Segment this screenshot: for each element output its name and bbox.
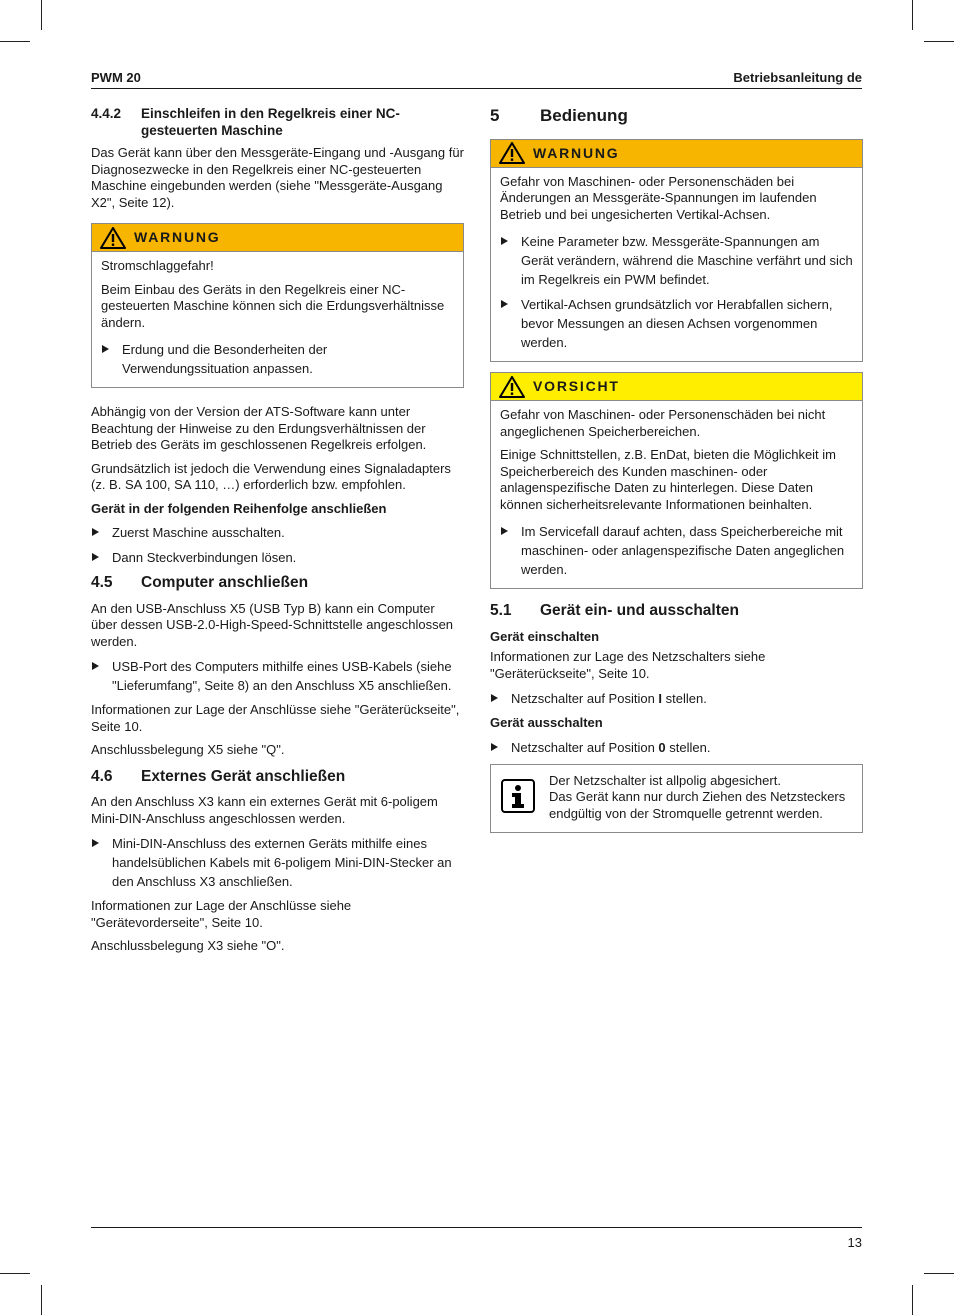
bullet-arrow-icon — [92, 662, 99, 670]
warning-text: Gefahr von Maschinen- oder Personenschäden bei Änderungen an Messgeräte-Spannungen im laufenden Betrieb und bei ungesicherten Vertikal-Achsen. — [500, 173, 817, 222]
procedure-heading: Gerät einschalten — [490, 628, 600, 644]
paragraph: Grundsätzlich ist jedoch die Verwendung eines Signaladapters (z. B. SA 100, SA 110, …) erforderlich bzw. empfohlen. — [91, 460, 451, 492]
list-item: Im Servicefall darauf achten, dass Speicherbereiche mit maschinen- oder anlagenspezifische Daten angeglichen werden. — [500, 522, 853, 579]
warning-box — [91, 223, 464, 388]
list-item: Erdung und die Besonderheiten der Verwendungssituation anpassen. — [101, 340, 454, 378]
list-item: Vertikal-Achsen grundsätzlich vor Herabfallen sichern, bevor Messungen an diesen Achsen vorgenommen werden. — [500, 295, 853, 352]
right-column — [490, 106, 863, 833]
info-box — [490, 764, 863, 834]
switch-position: 0 — [658, 739, 666, 755]
paragraph: Informationen zur Lage des Netzschalters siehe "Geräterückseite", Seite 10. — [490, 649, 766, 681]
list-item: Mini-DIN-Anschluss des externen Geräts mithilfe eines handelsüblichen Kabels mit 6-poligem Mini-DIN-Stecker an den Anschluss X3 anschließen. — [91, 834, 464, 891]
procedure-heading: Gerät in der folgenden Reihenfolge anschließen — [91, 500, 387, 516]
switch-position: I — [658, 691, 663, 706]
warning-label: WARNUNG — [533, 144, 620, 161]
caution-label: VORSICHT — [533, 378, 620, 395]
footer-rule — [91, 1227, 862, 1228]
document-title: Betriebsanleitung de — [733, 70, 862, 85]
info-text: Der Netzschalter ist allpolig abgesichert. — [549, 772, 781, 788]
crop-mark — [912, 1285, 913, 1315]
bullet-arrow-icon — [491, 694, 498, 702]
section-heading-4-6: 4.6 Externes Gerät anschließen — [91, 767, 346, 785]
crop-mark — [924, 1273, 954, 1274]
list-item: USB-Port des Computers mithilfe eines USB-Kabels (siehe "Lieferumfang", Seite 8) an den Anschluss X5 anschließen. — [91, 657, 464, 695]
warning-label: WARNUNG — [134, 229, 221, 246]
paragraph: Abhängig von der Version der ATS-Software kann unter Beachtung der Hinweise zu den Erdungsverhältnissen der Betrieb des Geräts im geschlossenen Regelkreis erfolgen. — [91, 404, 427, 452]
warning-box — [490, 139, 863, 363]
section-heading-5-1: 5.1 Gerät ein- und ausschalten — [490, 602, 739, 619]
page-number: 13 — [847, 1235, 862, 1250]
info-text: Das Gerät kann nur durch Ziehen des Netzsteckers endgültig von der Stromquelle getrennt werden. — [549, 789, 846, 821]
list-item: Dann Steckverbindungen lösen. — [91, 548, 464, 567]
bullet-arrow-icon — [92, 553, 99, 561]
paragraph: Informationen zur Lage der Anschlüsse siehe "Gerätevorderseite", Seite 10. — [91, 898, 352, 930]
paragraph: Anschlussbelegung X5 siehe "Q". — [91, 742, 285, 757]
crop-mark — [41, 1285, 42, 1315]
product-name: PWM 20 — [91, 70, 141, 85]
crop-mark — [41, 0, 42, 30]
paragraph: Informationen zur Lage der Anschlüsse siehe "Geräterückseite", Seite 10. — [91, 702, 460, 734]
bullet-arrow-icon — [501, 237, 508, 245]
caution-text: Gefahr von Maschinen- oder Personenschäden bei nicht angeglichenen Speicherbereichen. — [500, 407, 826, 439]
bullet-arrow-icon — [491, 743, 498, 751]
crop-mark — [912, 0, 913, 30]
paragraph: An den Anschluss X3 kann ein externes Gerät mit 6-poligem Mini-DIN-Anschluss angeschlossen werden. — [91, 794, 438, 826]
bullet-arrow-icon — [501, 300, 508, 308]
crop-mark — [924, 41, 954, 42]
page-header — [91, 68, 862, 89]
warning-triangle-icon — [499, 142, 525, 164]
section-heading-4-4-2: 4.4.2 Einschleifen in den Regelkreis einer NC-gesteuerten Maschine — [91, 106, 400, 138]
info-icon — [501, 779, 535, 813]
list-item: Netzschalter auf Position 0 stellen. — [490, 738, 863, 757]
list-item: Netzschalter auf Position I stellen. — [490, 689, 863, 708]
bullet-arrow-icon — [102, 345, 109, 353]
paragraph: An den USB-Anschluss X5 (USB Typ B) kann ein Computer über dessen USB-2.0-High-Speed-Schnittstelle angeschlossen werden. — [91, 600, 454, 649]
paragraph: Das Gerät kann über den Messgeräte-Eingang und -Ausgang für Diagnosezwecke in den Regelkreis einer NC-gesteuerten Maschine eingebunden werden (siehe "Messgeräte-Ausgang X2", Seite 12). — [91, 145, 464, 210]
list-item: Keine Parameter bzw. Messgeräte-Spannungen am Gerät verändern, während die Maschine verfährt und sich im Regelkreis ein PWM befindet. — [500, 232, 853, 289]
caution-triangle-icon — [499, 376, 525, 398]
paragraph: Anschlussbelegung X3 siehe "O". — [91, 938, 285, 953]
chapter-heading-5: 5 Bedienung — [490, 106, 628, 125]
caution-box — [490, 372, 863, 589]
warning-text: Beim Einbau des Geräts in den Regelkreis einer NC-gesteuerten Maschine können sich die Erdungsverhältnisse ändern. — [101, 281, 445, 330]
procedure-heading: Gerät ausschalten — [490, 715, 603, 730]
list-item: Zuerst Maschine ausschalten. — [91, 523, 464, 542]
warning-triangle-icon — [100, 227, 126, 249]
warning-text: Stromschlaggefahr! — [101, 258, 214, 273]
caution-text: Einige Schnittstellen, z.B. EnDat, bieten die Möglichkeit im Speicherbereich des Kunden maschinen- oder anlagenspezifische Daten zu hinterlegen. Diese Daten können sicherheitsrelevante Informationen beinhalten. — [500, 447, 837, 512]
left-column — [91, 106, 464, 962]
crop-mark — [0, 1273, 30, 1274]
bullet-arrow-icon — [501, 527, 508, 535]
section-heading-4-5: 4.5 Computer anschließen — [91, 574, 309, 591]
bullet-arrow-icon — [92, 528, 99, 536]
bullet-arrow-icon — [92, 839, 99, 847]
crop-mark — [0, 41, 30, 42]
